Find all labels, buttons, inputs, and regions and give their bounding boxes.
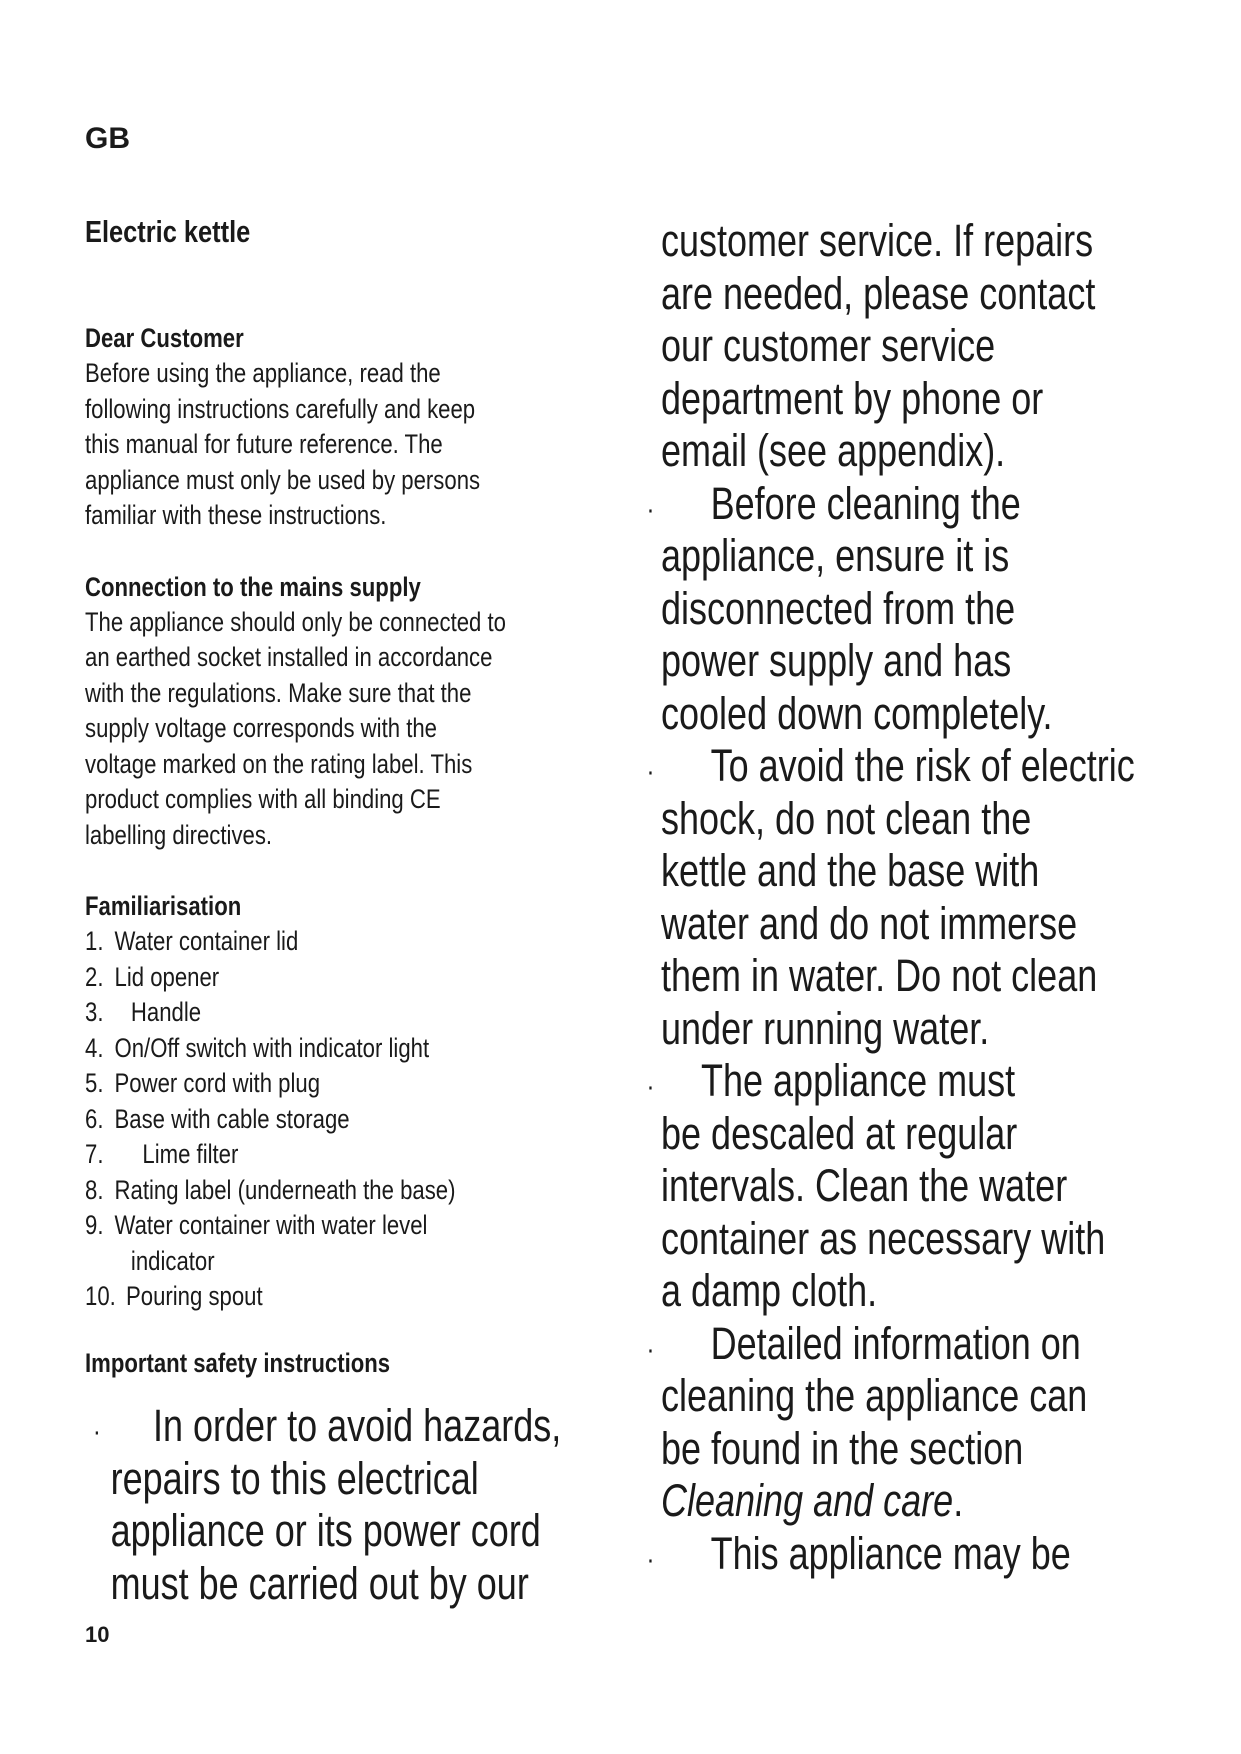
safety-line: under running water. bbox=[661, 1002, 990, 1054]
list-item: indicator bbox=[130, 1245, 215, 1276]
right-column bbox=[645, 215, 1241, 1580]
safety-line: customer service. If repairs bbox=[661, 215, 1094, 266]
safety-line: disconnected from the bbox=[661, 582, 1016, 634]
left-column bbox=[85, 320, 645, 1381]
mains-line: labelling directives. bbox=[85, 819, 273, 850]
safety-left-block bbox=[85, 1400, 680, 1610]
page-title: Electric kettle bbox=[85, 214, 251, 249]
dear-customer-heading: Dear Customer bbox=[85, 323, 244, 353]
list-item: 8. Rating label (underneath the base) bbox=[85, 1174, 456, 1205]
dear-customer-line: Before using the appliance, read the bbox=[85, 358, 441, 388]
language-code: GB bbox=[85, 122, 130, 155]
mains-line: The appliance should only be connected to bbox=[85, 606, 506, 637]
parts-list bbox=[85, 924, 544, 1315]
safety-line: · This appliance may be bbox=[645, 1528, 1135, 1581]
safety-line: cooled down completely. bbox=[661, 687, 1053, 739]
safety-line: · To avoid the risk of electric bbox=[645, 740, 1135, 793]
safety-line: · In order to avoid hazards, bbox=[85, 1400, 561, 1453]
page-number: 10 bbox=[85, 1622, 110, 1647]
safety-line: kettle and the base with bbox=[661, 845, 1040, 896]
safety-line: container as necessary with bbox=[661, 1212, 1106, 1264]
safety-line: shock, do not clean the bbox=[661, 792, 1032, 844]
bullet-icon: · bbox=[94, 1423, 100, 1445]
dear-customer-line: familiar with these instructions. bbox=[85, 500, 387, 530]
bullet-icon: · bbox=[648, 1550, 654, 1573]
safety-line: · Before cleaning the bbox=[645, 478, 1135, 531]
bullet-icon: · bbox=[648, 1340, 654, 1363]
safety-line: be found in the section bbox=[661, 1422, 1024, 1474]
safety-line: · The appliance must bbox=[645, 1055, 1135, 1108]
mains-line: voltage marked on the rating label. This bbox=[85, 748, 473, 779]
safety-line: · Detailed information on bbox=[645, 1318, 1135, 1371]
safety-line: repairs to this electrical bbox=[110, 1452, 479, 1504]
list-item: 10. Pouring spout bbox=[85, 1281, 263, 1311]
dear-customer-section bbox=[85, 320, 544, 1381]
mains-line: supply voltage corresponds with the bbox=[85, 713, 437, 743]
bullet-icon: · bbox=[648, 1078, 654, 1100]
safety-line: our customer service bbox=[661, 320, 996, 371]
list-item: 3. Handle bbox=[85, 997, 202, 1027]
list-item: 2. Lid opener bbox=[85, 961, 220, 992]
section-reference: Cleaning and care bbox=[661, 1475, 954, 1526]
list-item: 6. Base with cable storage bbox=[85, 1103, 350, 1134]
safety-line: must be carried out by our bbox=[110, 1557, 529, 1609]
safety-line: department by phone or bbox=[661, 372, 1044, 424]
bullet-icon: · bbox=[648, 763, 654, 785]
safety-line: power supply and has bbox=[661, 635, 1012, 686]
safety-line: are needed, please contact bbox=[661, 267, 1096, 319]
safety-line: email (see appendix). bbox=[661, 425, 1006, 476]
safety-line: cleaning the appliance can bbox=[661, 1370, 1088, 1421]
list-item: 7. Lime filter bbox=[85, 1139, 239, 1169]
safety-line: appliance, ensure it is bbox=[661, 530, 1010, 581]
safety-heading: Important safety instructions bbox=[85, 1347, 391, 1378]
mains-line: product complies with all binding CE bbox=[85, 784, 441, 814]
safety-line: be descaled at regular bbox=[661, 1107, 1018, 1159]
bullet-icon: · bbox=[648, 500, 654, 523]
safety-line: water and do not immerse bbox=[661, 897, 1078, 949]
safety-line: intervals. Clean the water bbox=[661, 1160, 1068, 1211]
dear-customer-line: following instructions carefully and keep bbox=[85, 393, 476, 424]
safety-line: a damp cloth. bbox=[661, 1265, 878, 1316]
mains-line: an earthed socket installed in accordance bbox=[85, 642, 493, 672]
dear-customer-line: this manual for future reference. The bbox=[85, 429, 443, 459]
list-item: 4. On/Off switch with indicator light bbox=[85, 1032, 430, 1063]
safety-line: them in water. Do not clean bbox=[661, 950, 1098, 1001]
list-item: 1. Water container lid bbox=[85, 926, 299, 956]
list-item: 5. Power cord with plug bbox=[85, 1068, 321, 1098]
mains-line: with the regulations. Make sure that the bbox=[85, 677, 472, 708]
familiarisation-heading: Familiarisation bbox=[85, 891, 242, 921]
list-item: 9. Water container with water level bbox=[85, 1210, 428, 1240]
mains-heading: Connection to the mains supply bbox=[85, 571, 421, 602]
safety-line: appliance or its power cord bbox=[110, 1505, 541, 1556]
dear-customer-line: appliance must only be used by persons bbox=[85, 464, 481, 495]
safety-line: Cleaning and care. bbox=[661, 1475, 964, 1526]
